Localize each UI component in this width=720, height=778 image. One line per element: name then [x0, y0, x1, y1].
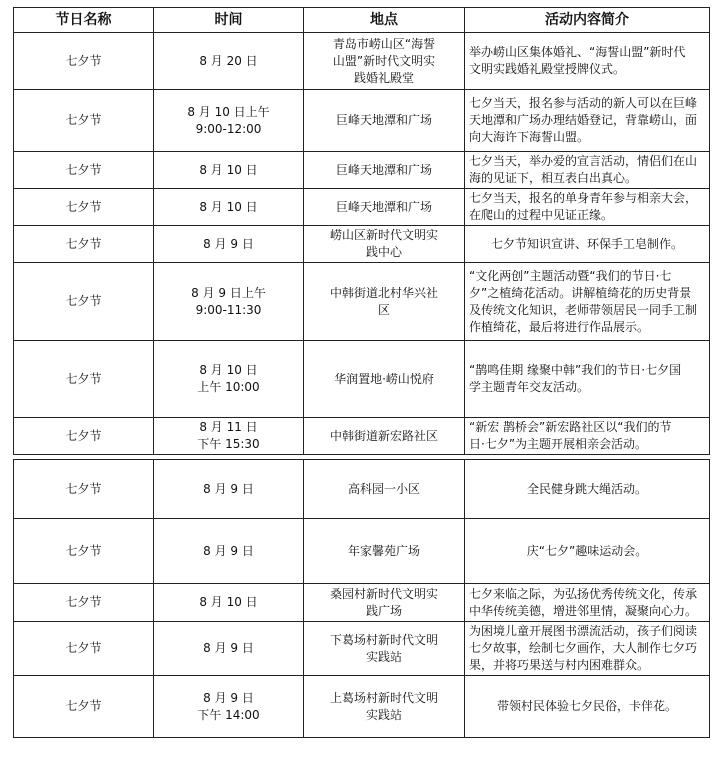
time-line: 8 月 20 日	[199, 53, 258, 68]
table-row	[14, 152, 710, 189]
festival-cell: 七夕节	[14, 584, 154, 622]
description-cell	[465, 189, 710, 226]
desc-line: 天地潭和广场办理结婚登记，背靠崂山，面	[469, 113, 698, 127]
festival-cell: 七夕节	[14, 460, 154, 519]
place-line: 实践站	[365, 707, 402, 722]
time-line: 8 月 10 日	[199, 595, 258, 609]
time-line: 9:00-12:00	[195, 121, 262, 136]
festival-cell: 七夕节	[14, 226, 154, 263]
place-line: 实践站	[365, 649, 402, 664]
desc-line: 七夕来临之际，为弘扬优秀传统文化，传承	[469, 586, 698, 601]
place-line: 巨峰天地潭和广场	[335, 162, 432, 177]
place-cell	[304, 33, 465, 90]
festival-cell: 七夕节	[14, 676, 154, 738]
desc-line: 夕”之植绮花活动。讲解植绮花的历史背景	[469, 285, 692, 300]
time-line: 8 月 9 日上午	[191, 285, 266, 300]
time-line: 上午 10:00	[197, 380, 260, 394]
place-cell	[304, 263, 465, 341]
place-line: 高科园一小区	[347, 481, 420, 496]
desc-line: 七夕当天，报名的单身青年参与相亲大会，	[469, 191, 698, 205]
time-line: 9:00-11:30	[195, 302, 262, 317]
description-cell	[465, 263, 710, 341]
festival-cell: 七夕节	[14, 519, 154, 584]
desc-line: “文化两创”主题活动暨“我们的节日·七	[469, 268, 672, 283]
time-cell	[154, 622, 304, 676]
place-line: 巨峰天地潭和广场	[335, 113, 432, 127]
desc-line: 带领村民体验七夕民俗，卡伴花。	[496, 699, 677, 713]
desc-line: 及传统文化知识，老师带领居民一同手工制	[469, 302, 698, 317]
time-line: 8 月 9 日	[203, 543, 254, 558]
time-cell	[154, 33, 304, 90]
place-line: 中韩街道北村华兴社	[329, 285, 438, 300]
desc-line: 在爬山的过程中见证正缘。	[469, 208, 614, 222]
place-cell	[304, 460, 465, 519]
table-row	[14, 33, 710, 90]
table-body-part1	[14, 33, 710, 455]
desc-line: “鹊鸣佳期 缘聚中韩”我们的节日·七夕国	[469, 363, 682, 377]
description-cell	[465, 519, 710, 584]
description-cell	[465, 226, 710, 263]
time-cell	[154, 418, 304, 455]
desc-line: 七夕节知识宣讲、环保手工皂制作。	[490, 236, 683, 251]
place-cell	[304, 226, 465, 263]
festival-cell: 七夕节	[14, 189, 154, 226]
festival-cell: 七夕节	[14, 622, 154, 676]
time-cell	[154, 90, 304, 152]
desc-line: 七夕当天，举办爱的宣言活动，情侣们在山	[469, 154, 698, 168]
time-line: 8 月 10 日上午	[187, 104, 270, 119]
table-row	[14, 189, 710, 226]
desc-line: 向大海许下海誓山盟。	[469, 130, 590, 144]
desc-line: “新宏 鹊桥会”新宏路社区以“我们的节	[469, 420, 672, 434]
desc-line: 中华传统美德，增进邻里情，凝聚向心力。	[469, 603, 698, 618]
place-cell	[304, 519, 465, 584]
table-header	[14, 8, 710, 33]
description-cell	[465, 584, 710, 622]
time-cell	[154, 676, 304, 738]
header-place: 地点	[304, 8, 465, 33]
desc-line: 全民健身跳大绳活动。	[526, 481, 647, 496]
place-line: 上葛场村新时代文明	[329, 690, 438, 705]
place-line: 青岛市崂山区“海誓	[332, 36, 436, 51]
desc-line: 七夕故事，绘制七夕画作，大人制作七夕巧	[469, 641, 698, 655]
desc-line: 文明实践婚礼殿堂授牌仪式。	[469, 62, 626, 76]
place-line: 崂山区新时代文明实	[329, 228, 438, 242]
time-line: 下午 14:00	[197, 707, 260, 722]
festival-cell: 七夕节	[14, 263, 154, 341]
time-line: 8 月 9 日	[203, 641, 254, 655]
table-row	[14, 90, 710, 152]
desc-line: 七夕当天，报名参与活动的新人可以在巨峰	[469, 96, 698, 110]
time-line: 8 月 10 日	[199, 162, 258, 177]
description-cell	[465, 622, 710, 676]
table-row	[14, 418, 710, 455]
time-line: 8 月 9 日	[203, 481, 254, 496]
description-cell	[465, 418, 710, 455]
time-cell	[154, 226, 304, 263]
place-line: 践广场	[365, 603, 402, 618]
festival-cell: 七夕节	[14, 90, 154, 152]
time-line: 8 月 10 日	[199, 363, 258, 377]
place-cell	[304, 341, 465, 418]
header-time: 时间	[154, 8, 304, 33]
desc-line: 举办崂山区集体婚礼、“海誓山盟”新时代	[469, 45, 686, 59]
description-cell	[465, 152, 710, 189]
place-cell	[304, 152, 465, 189]
place-cell	[304, 676, 465, 738]
table-row	[14, 460, 710, 519]
desc-line: 学主题青年交友活动。	[469, 380, 590, 394]
description-cell	[465, 33, 710, 90]
place-line: 践婚礼殿堂	[353, 70, 414, 85]
place-line: 山盟”新时代文明实	[332, 53, 436, 68]
header-row	[14, 8, 710, 33]
festival-cell: 七夕节	[14, 418, 154, 455]
desc-line: 庆“七夕”趣味运动会。	[526, 543, 648, 558]
place-cell	[304, 90, 465, 152]
time-cell	[154, 341, 304, 418]
time-line: 下午 15:30	[197, 437, 260, 451]
time-line: 8 月 10 日	[199, 199, 258, 214]
description-cell	[465, 676, 710, 738]
place-cell	[304, 189, 465, 226]
time-cell	[154, 519, 304, 584]
place-cell	[304, 622, 465, 676]
place-line: 区	[377, 302, 390, 317]
desc-line: 作植绮花，最后将进行作品展示。	[469, 319, 650, 334]
desc-line: 果，并将巧果送与村内困难群众。	[469, 658, 650, 672]
time-cell	[154, 584, 304, 622]
place-line: 下葛场村新时代文明	[329, 632, 438, 647]
place-line: 中韩街道新宏路社区	[329, 428, 438, 443]
schedule-table-part1	[13, 7, 710, 455]
desc-line: 海的见证下，相互表白出真心。	[469, 171, 638, 185]
desc-line: 日·七夕”为主题开展相亲会活动。	[469, 437, 648, 451]
time-cell	[154, 152, 304, 189]
place-line: 践中心	[365, 245, 402, 259]
table-row	[14, 341, 710, 418]
festival-cell: 七夕节	[14, 152, 154, 189]
time-cell	[154, 189, 304, 226]
schedule-table-part2	[13, 459, 710, 738]
description-cell	[465, 90, 710, 152]
time-line: 8 月 9 日	[203, 236, 254, 251]
table-row	[14, 584, 710, 622]
festival-cell: 七夕节	[14, 33, 154, 90]
place-line: 巨峰天地潭和广场	[335, 199, 432, 214]
description-cell	[465, 341, 710, 418]
place-cell	[304, 584, 465, 622]
time-line: 8 月 9 日	[203, 690, 254, 705]
table-row	[14, 226, 710, 263]
festival-cell: 七夕节	[14, 341, 154, 418]
time-cell	[154, 460, 304, 519]
table-row	[14, 519, 710, 584]
place-cell	[304, 418, 465, 455]
table-row	[14, 676, 710, 738]
place-line: 年家馨苑广场	[347, 543, 420, 558]
table-row	[14, 263, 710, 341]
desc-line: 为困境儿童开展图书漂流活动，孩子们阅读	[469, 624, 698, 638]
place-line: 华润置地·崂山悦府	[334, 371, 434, 386]
header-festival: 节日名称	[14, 8, 154, 33]
table-body-part2	[14, 460, 710, 738]
description-cell	[465, 460, 710, 519]
header-description: 活动内容简介	[465, 8, 710, 33]
time-line: 8 月 11 日	[199, 420, 258, 434]
place-line: 桑园村新时代文明实	[329, 586, 438, 601]
time-cell	[154, 263, 304, 341]
table-row	[14, 622, 710, 676]
